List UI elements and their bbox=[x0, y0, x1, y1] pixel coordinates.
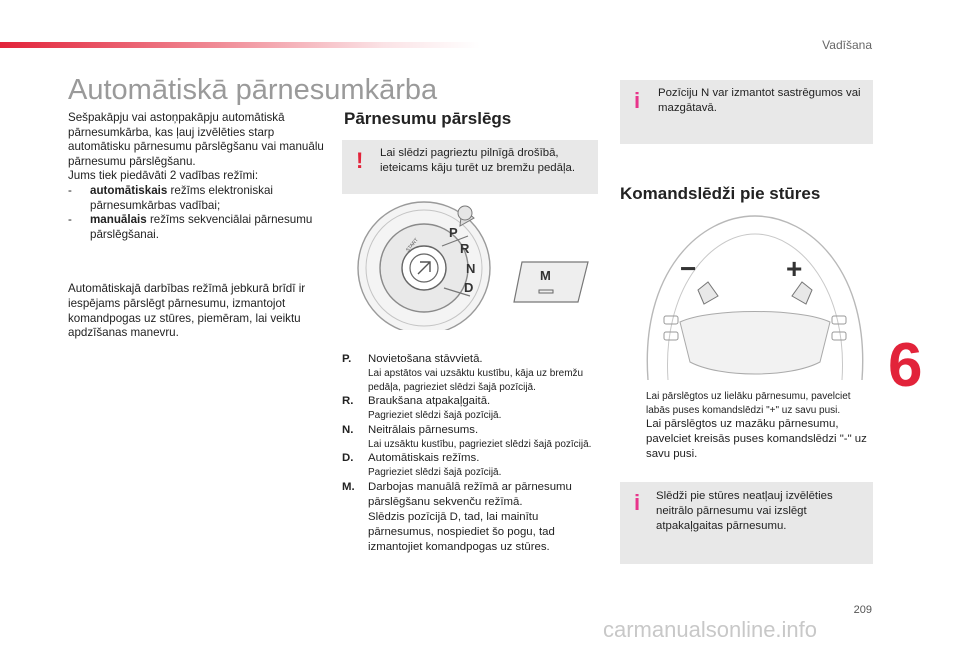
warning-box bbox=[342, 140, 598, 194]
info-icon: i bbox=[634, 88, 641, 113]
paddle-minus-label: − bbox=[680, 253, 697, 284]
info-icon: i bbox=[634, 490, 641, 515]
gear-position-item: P. Novietošana stāvvietā. bbox=[342, 353, 483, 365]
intro-list-item: - automātiskais režīms elektroniskai pārnesumkārbas vadībai; bbox=[68, 183, 273, 212]
manual-mode-button bbox=[514, 262, 588, 302]
manual-button-label: M bbox=[540, 268, 551, 283]
gear-position-note: Slēdzis pozīcijā D, tad, lai mainītu pārnesumus, nospiediet šo pogu, tad izmantojiet komandpogas uz stūres. bbox=[368, 510, 555, 553]
info-box bbox=[620, 80, 873, 144]
page-title: Automātiskā pārnesumkārba bbox=[68, 74, 438, 106]
gear-selector-illustration bbox=[350, 200, 600, 330]
gear-position-note: Pagrieziet slēdzi šajā pozīcijā. bbox=[368, 467, 502, 478]
chapter-number: 6 bbox=[888, 331, 923, 400]
info-text: Pozīciju N var izmantot sastrēgumos vai mazgātavā. bbox=[658, 87, 861, 114]
intro-column bbox=[68, 111, 330, 341]
intro-modes: Jums tiek piedāvāti 2 vadības režīmi: bbox=[68, 169, 259, 183]
gear-positions-list bbox=[342, 352, 600, 555]
info-box bbox=[620, 482, 873, 564]
steering-paddles-heading: Komandslēdži pie stūres bbox=[620, 184, 821, 203]
paddle-instruction: Lai pārslēgtos uz lielāku pārnesumu, pavelciet labās puses komandslēdzi "+" uz savu pusi. bbox=[646, 391, 851, 416]
gear-position-note: Lai apstātos vai uzsāktu kustību, kāja uz bremžu pedāļa, pagrieziet slēdzi šajā pozīcijā. bbox=[368, 368, 584, 393]
dial-letter: P bbox=[449, 225, 458, 240]
gear-selector-heading: Pārnesumu pārslēgs bbox=[344, 109, 512, 128]
watermark: carmanualsonline.info bbox=[603, 617, 818, 642]
dial-letter: D bbox=[464, 280, 474, 295]
gear-position-note: Pagrieziet slēdzi šajā pozīcijā. bbox=[368, 410, 502, 421]
gear-position-item: M. Darbojas manuālā režīmā ar pārnesumu pārslēgšanu sekvenču režīmā. bbox=[342, 480, 572, 508]
warning-text: Lai slēdzi pagrieztu pilnīgā drošībā, ieteicams kāju turēt uz bremžu pedāļa. bbox=[380, 147, 576, 174]
dial-center-label: START bbox=[404, 237, 420, 254]
intro-paragraph: Sešpakāpju vai astoņpakāpju automātiskā pārnesumkārba, kas ļauj izvēlēties starp automātisku pārnesumu pārslēgšanu vai manuālu pārnesumu pārslēgšanu. bbox=[68, 111, 324, 168]
warning-icon: ! bbox=[356, 148, 364, 173]
gear-position-note: Lai uzsāktu kustību, pagrieziet slēdzi šajā pozīcijā. bbox=[368, 438, 592, 450]
paddle-instruction: Lai pārslēgtos uz mazāku pārnesumu, pavelciet kreisās puses komandslēdzi "-" uz savu pusi. bbox=[646, 418, 867, 460]
paddle-plus-label: + bbox=[786, 253, 803, 284]
steering-wheel-illustration bbox=[640, 212, 870, 382]
page-number: 209 bbox=[853, 604, 872, 616]
paddles-list bbox=[620, 390, 873, 462]
gear-position-item: N. Neitrālais pārnesums. bbox=[342, 423, 479, 436]
section-label: Vadīšana bbox=[822, 38, 872, 52]
intro-list-item: - manuālais režīms sekvenciālai pārnesumu pārslēgšanai. bbox=[68, 213, 313, 241]
dial-letter: N bbox=[466, 261, 476, 276]
top-accent-bar bbox=[0, 42, 480, 48]
info-text: Slēdži pie stūres neatļauj izvēlēties neitrālo pārnesumu vai izslēgt atpakaļgaitas pārnesumu. bbox=[656, 490, 833, 532]
intro-paragraph: Automātiskajā darbības režīmā jebkurā brīdī ir iespējams pārslēgt pārnesumu, izmantojot komandpogas uz stūres, piemēram, lai veiktu apdzīšanas manevru. bbox=[68, 282, 306, 340]
gear-position-item: D. Automātiskais režīms. bbox=[342, 452, 480, 464]
gear-position-item: R. Braukšana atpakaļgaitā. bbox=[342, 395, 491, 407]
dial-letter: R bbox=[460, 241, 470, 256]
